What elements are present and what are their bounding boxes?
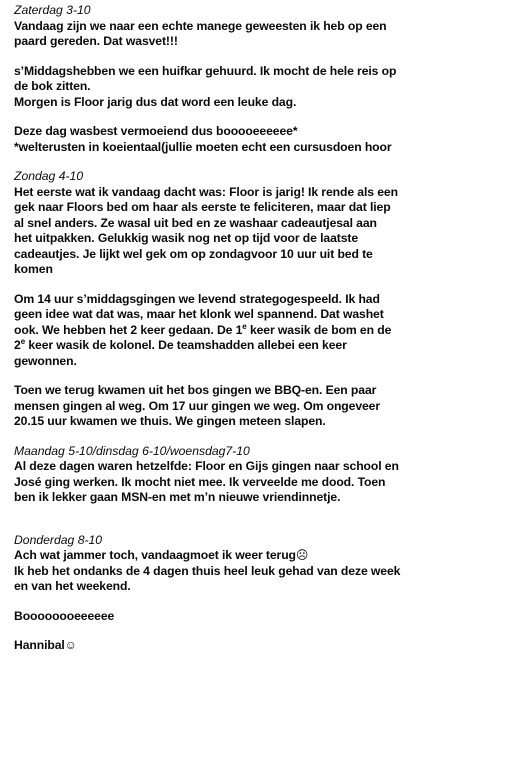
text-line: 20.15 uur kwamen we thuis. We gingen meteen slapen. bbox=[14, 414, 326, 428]
text-line: Toen we terug kwamen uit het bos gingen we BBQ-en. Een paar bbox=[14, 383, 377, 397]
text-line: Morgen is Floor jarig dus dat word een leuke dag. bbox=[14, 94, 297, 109]
text-line: paard gereden. Dat wasvet!!! bbox=[14, 34, 178, 48]
entry-date: Donderdag 8-10 bbox=[14, 532, 103, 547]
diary-page bbox=[14, 3, 512, 654]
text-line: ben ik lekker gaan MSN-en met m’n nieuwe vriendinnetje. bbox=[14, 490, 341, 504]
text-line: s’Middagshebben we een huifkar gehuurd. Ik mocht de hele reis op bbox=[14, 63, 397, 78]
text-line: al snel anders. Ze wasal uit bed en ze washaar cadeautjesal aan bbox=[14, 215, 377, 230]
ordinal-superscript: e bbox=[242, 321, 247, 331]
text-line bbox=[14, 323, 512, 339]
signature bbox=[14, 638, 512, 654]
entry-sunday bbox=[14, 169, 512, 430]
text-line: cadeautjes. Je lijkt wel gek om op zondagvoor 10 uur uit bed te bbox=[14, 246, 373, 261]
text-line: Al deze dagen waren hetzelfde: Floor en Gijs gingen naar school en bbox=[14, 459, 399, 473]
text-line: Deze dag wasbest vermoeiend dus booooeeeeee* bbox=[14, 124, 298, 138]
text-line: *welterusten in koeientaal(jullie moeten echt een cursusdoen hoor bbox=[14, 139, 392, 154]
smiley-icon: ☺ bbox=[64, 638, 77, 652]
text-line: komen bbox=[14, 262, 53, 276]
text-line: gewonnen. bbox=[14, 353, 77, 368]
text-line bbox=[14, 338, 512, 354]
text-segment: keer wasik de kolonel. De teamshadden allebei een keer bbox=[25, 338, 347, 352]
entry-date: Zaterdag 3-10 bbox=[14, 3, 91, 17]
signature-name: Hannibal bbox=[14, 638, 65, 652]
text-segment: Ach wat jammer toch, vandaagmoet ik weer terug bbox=[14, 548, 296, 562]
text-line: gek naar Floors bed om haar als eerste te feliciteren, maar dat liep bbox=[14, 200, 391, 214]
text-line: het uitpakken. Gelukkig wasik nog net op tijd voor de laatste bbox=[14, 231, 359, 245]
text-line: mensen gingen al weg. Om 17 uur gingen we weg. Om ongeveer bbox=[14, 398, 381, 413]
text-line: en van het weekend. bbox=[14, 579, 131, 593]
text-segment: 2 bbox=[14, 338, 21, 352]
farewell-text: Boooooooeeeeee bbox=[14, 608, 115, 623]
ordinal-superscript: e bbox=[20, 337, 26, 346]
text-line bbox=[14, 548, 512, 564]
entry-date: Zondag 4-10 bbox=[14, 169, 84, 183]
closing bbox=[14, 609, 512, 654]
text-line: geen idee wat dat was, maar het klonk wel spannend. Dat washet bbox=[14, 307, 384, 321]
text-line: José ging werken. Ik mocht niet mee. Ik verveelde me dood. Toen bbox=[14, 474, 386, 489]
text-segment: keer wasik de bom en de bbox=[246, 322, 392, 337]
entry-saturday bbox=[14, 3, 512, 155]
text-segment: ook. We hebben het 2 keer gedaan. De 1 bbox=[14, 322, 243, 337]
entry-date: Maandag 5-10/dinsdag 6-10/woensdag7-10 bbox=[14, 443, 250, 458]
text-line: Ik heb het ondanks de 4 dagen thuis heel leuk gehad van deze week bbox=[14, 563, 401, 578]
entry-weekdays bbox=[14, 444, 512, 506]
sad-face-icon: ☹ bbox=[295, 548, 309, 562]
entry-thursday bbox=[14, 533, 512, 595]
text-line: Het eerste wat ik vandaag dacht was: Floor is jarig! Ik rende als een bbox=[14, 184, 398, 199]
text-line: Om 14 uur s’middagsgingen we levend strategogespeeld. Ik had bbox=[14, 291, 380, 306]
text-line: de bok zitten. bbox=[14, 79, 91, 93]
text-line: Vandaag zijn we naar een echte manege geweesten ik heb op een bbox=[14, 18, 387, 33]
